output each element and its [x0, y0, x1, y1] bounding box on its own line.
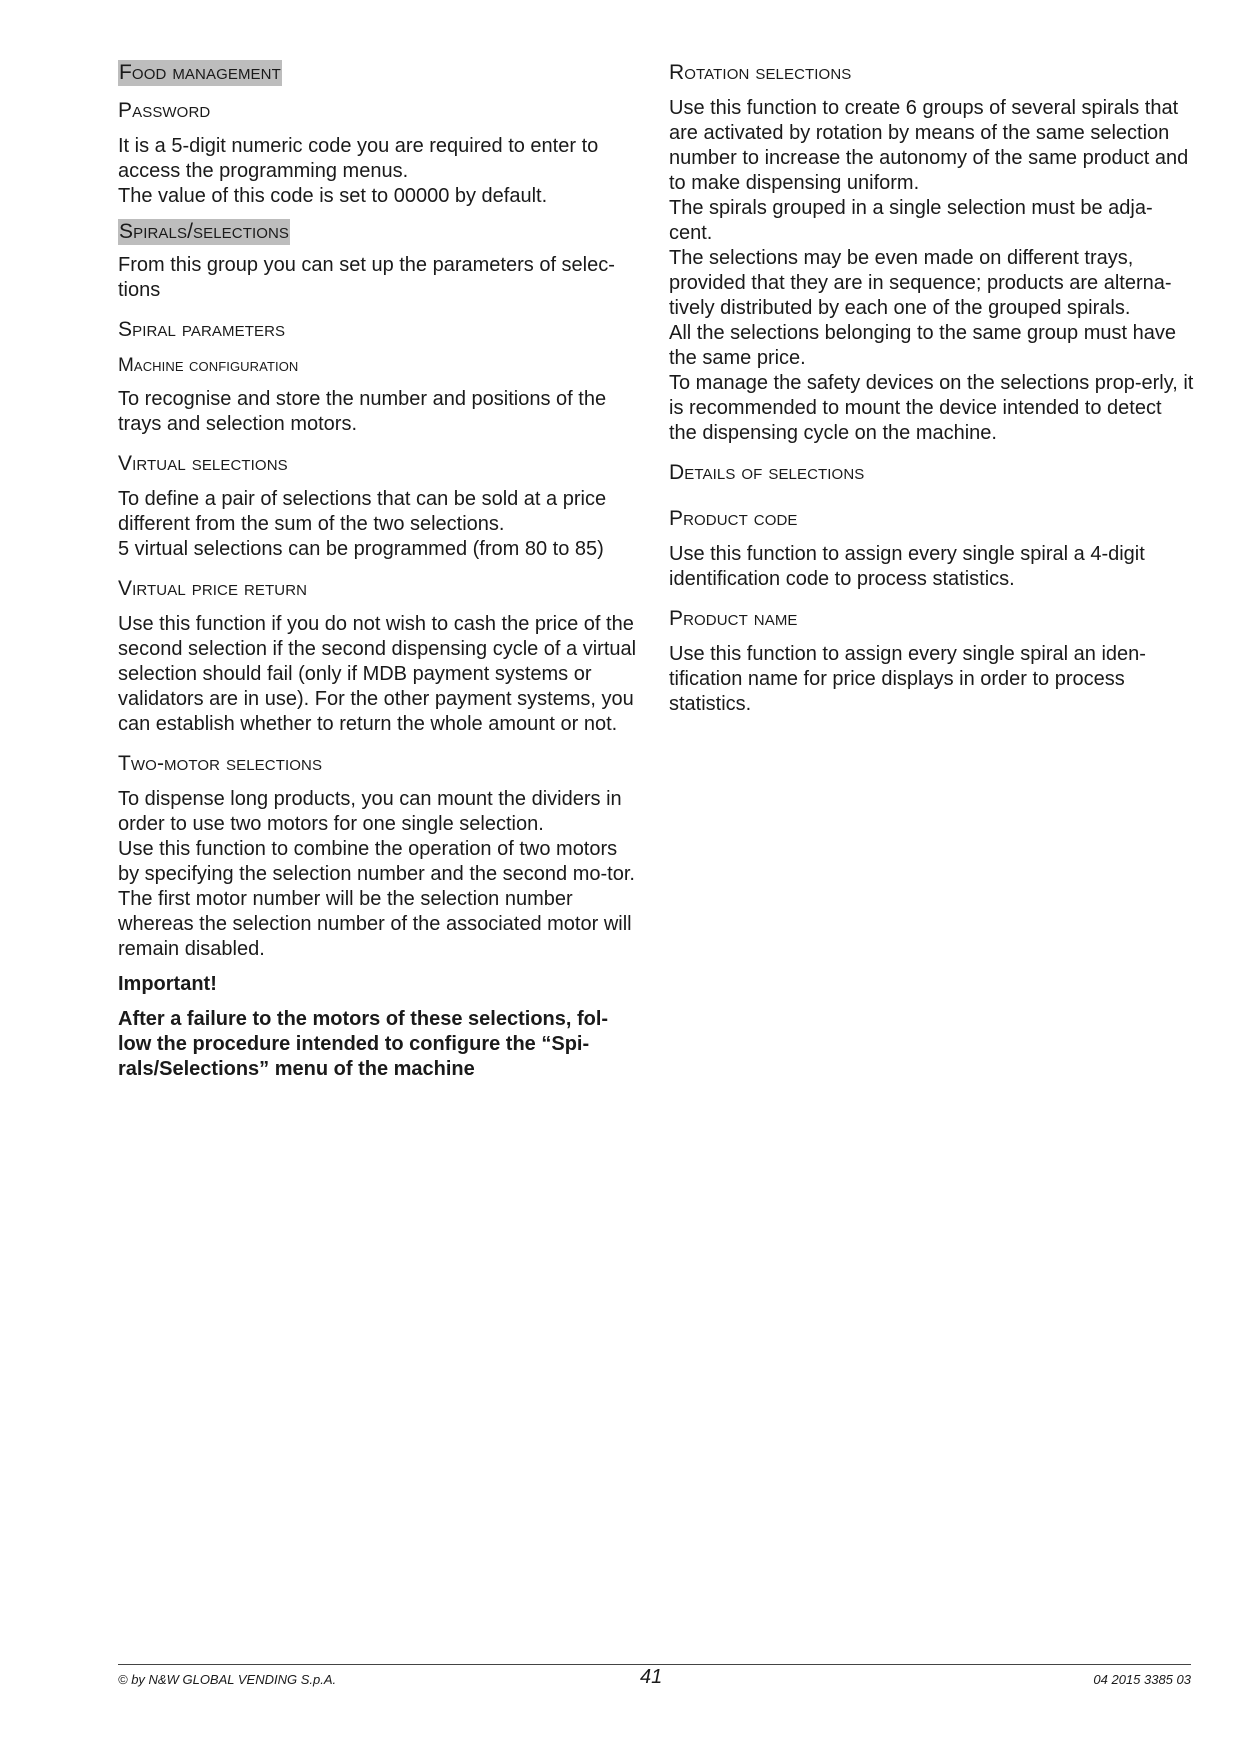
- heading-two-motor-selections: Two-motor selections: [118, 752, 323, 775]
- password-text-1: It is a 5-digit numeric code you are required to enter to access the programming menus.: [118, 135, 599, 182]
- machine-configuration-text: To recognise and store the number and positions of the trays and selection motors.: [118, 388, 607, 435]
- two-motor-text-2: Use this function to combine the operation of two motors by specifying the selection number and the second mo-tor.: [118, 838, 635, 885]
- heading-product-name: Product name: [669, 607, 798, 630]
- two-motor-text-1: To dispense long products, you can mount the dividers in order to use two motors for one single selection.: [118, 788, 622, 835]
- product-code-text: Use this function to assign every single spiral a 4-digit identification code to process statistics.: [669, 543, 1145, 590]
- rotation-text-3: The selections may be even made on different trays, provided that they are in sequence; products are alterna-tively distributed by each one of the grouped spirals.: [669, 247, 1172, 319]
- footer-copyright: © by N&W GLOBAL VENDING S.p.A.: [118, 1672, 337, 1687]
- heading-machine-configuration: Machine configuration: [118, 355, 299, 376]
- important-text: After a failure to the motors of these selections, fol-low the procedure intended to configure the “Spi-rals/Selections” menu of the machine: [118, 1008, 609, 1080]
- document-code: 04 2015 3385 03: [1093, 1672, 1191, 1687]
- password-text-2: The value of this code is set to 00000 by default.: [118, 185, 548, 207]
- virtual-price-return-text: Use this function if you do not wish to cash the price of the second selection if the second dispensing cycle of a virtual selection should fail (only if MDB payment systems or validators are in use). For the other payment systems, you can establish whether to return the whole amount or not.: [118, 613, 637, 735]
- rotation-text-2: The spirals grouped in a single selection must be adja-cent.: [669, 197, 1153, 244]
- heading-product-code: Product code: [669, 507, 798, 530]
- spirals-text: From this group you can set up the parameters of selec-tions: [118, 254, 615, 301]
- heading-rotation-selections: Rotation selections: [669, 61, 852, 84]
- footer-divider: [118, 1664, 1191, 1665]
- important-label: Important!: [118, 973, 217, 995]
- rotation-text-1: Use this function to create 6 groups of several spirals that are activated by rotation by means of the same selection number to increase the autonomy of the same product and to make dispensing uniform.: [669, 97, 1189, 194]
- heading-spiral-parameters: Spiral parameters: [118, 318, 286, 341]
- rotation-text-4: All the selections belonging to the same group must have the same price.: [669, 322, 1176, 369]
- virtual-selections-text-2: 5 virtual selections can be programmed (from 80 to 85): [118, 538, 604, 560]
- heading-virtual-selections: Virtual selections: [118, 452, 288, 475]
- section-heading-spirals-selections: Spirals/selections: [119, 220, 290, 243]
- virtual-selections-text-1: To define a pair of selections that can be sold at a price different from the sum of the two selections.: [118, 488, 607, 535]
- heading-details-of-selections: Details of selections: [669, 461, 865, 484]
- two-motor-text-3: The first motor number will be the selection number whereas the selection number of the associated motor will remain disabled.: [118, 888, 632, 960]
- heading-password: Password: [118, 99, 211, 122]
- product-name-text: Use this function to assign every single spiral an iden-tification name for price displays in order to process statistics.: [669, 643, 1146, 715]
- right-column: [669, 60, 1194, 731]
- section-heading-food-management: Food management: [119, 61, 281, 84]
- heading-virtual-price-return: Virtual price return: [118, 577, 308, 600]
- rotation-text-5: To manage the safety devices on the selections prop-erly, it is recommended to mount the device intended to detect the dispensing cycle on the machine.: [669, 372, 1194, 444]
- left-column: [118, 60, 638, 1096]
- page-number: 41: [640, 1666, 663, 1688]
